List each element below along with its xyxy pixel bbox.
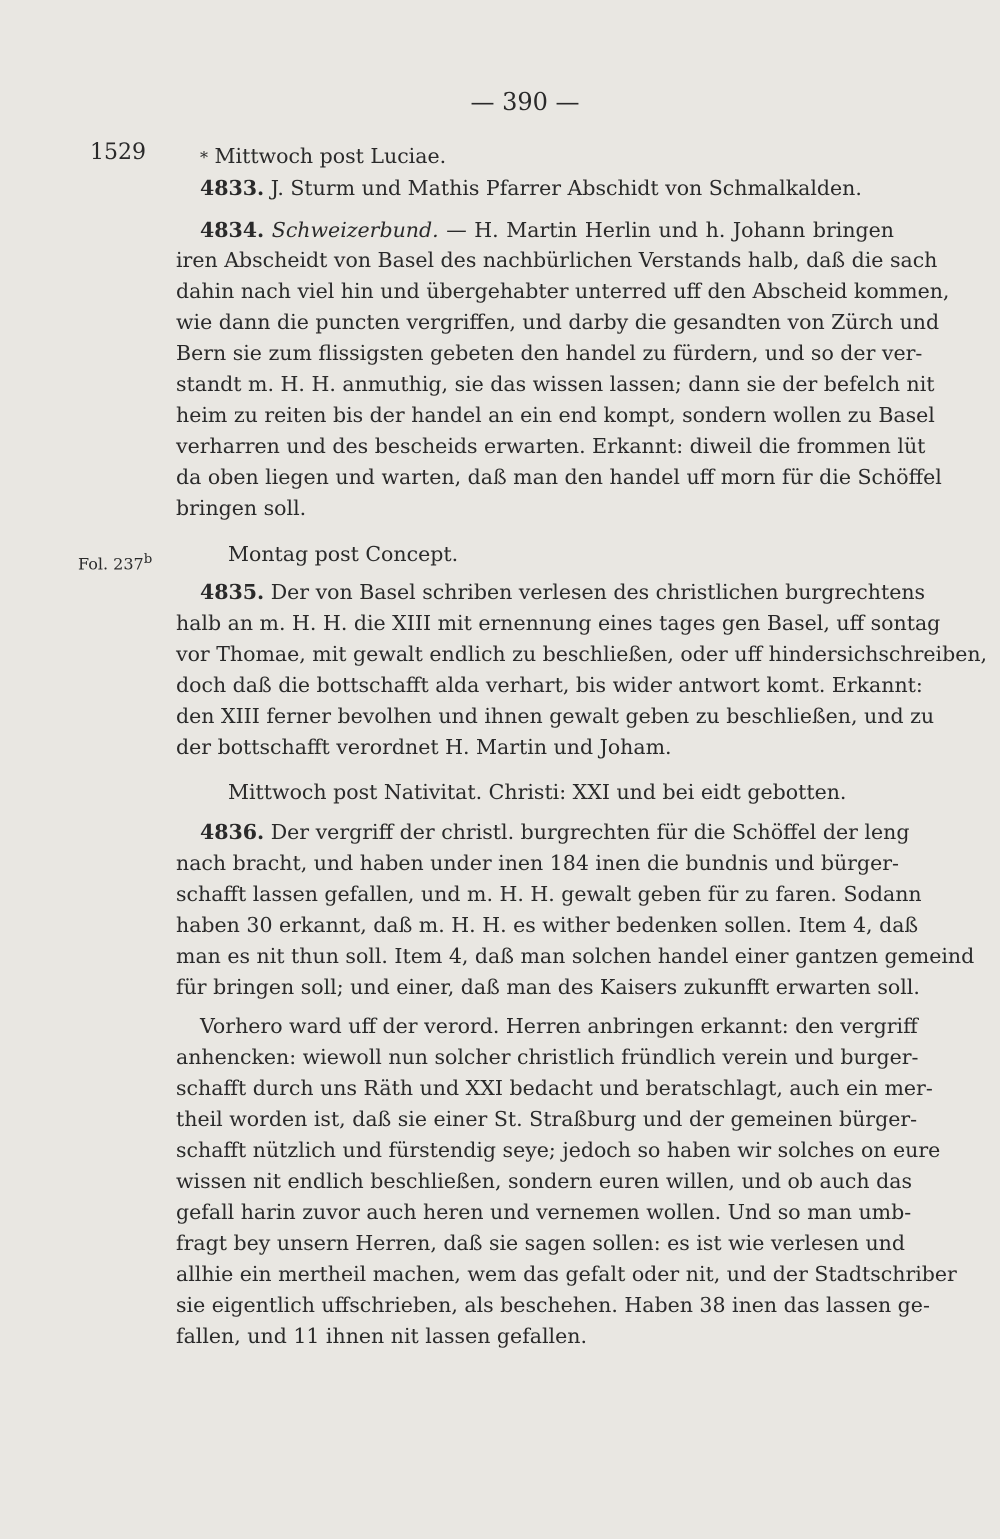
entry-text: — H. Martin Herlin und h. Johann bringen: [438, 218, 894, 242]
entry-number: 4836.: [200, 820, 265, 844]
text-line: Vorhero ward uff der verord. Herren anbringen erkannt: den vergriff: [200, 1014, 918, 1038]
folio-superscript: b: [143, 552, 153, 567]
heading-mittwoch-luciae: [200, 142, 918, 172]
text-line: wissen nit endlich beschließen, sondern euren willen, und ob auch das: [176, 1169, 912, 1193]
text-line: iren Abscheidt von Basel des nachbürlichen Verstands halb, daß die sach: [176, 248, 938, 272]
text-line: heim zu reiten bis der handel an ein end kompt, sondern wollen zu Basel: [176, 403, 935, 427]
text-line: gefall harin zuvor auch heren und vernemen wollen. Und so man umb-: [176, 1200, 912, 1224]
text-line: dahin nach viel hin und übergehabter unterred uff den Abscheid kommen,: [176, 279, 950, 303]
text-line: doch daß die bottschafft alda verhart, bis wider antwort komt. Erkannt:: [176, 673, 923, 697]
margin-year: 1529: [90, 140, 146, 165]
text-line: Bern sie zum flissigsten gebeten den handel zu fürdern, und so der ver-: [176, 341, 923, 365]
page-number: — 390 —: [470, 88, 580, 116]
text-line: den XIII ferner bevolhen und ihnen gewalt geben zu beschließen, und zu: [176, 704, 935, 728]
heading-montag-concept: Montag post Concept.: [228, 542, 459, 566]
entry-4836-first-line: [200, 818, 910, 846]
text-line: sie eigentlich uffschrieben, als beschehen. Haben 38 inen das lassen ge-: [176, 1293, 930, 1317]
text-line: bringen soll.: [176, 496, 307, 520]
text-line: schafft nützlich und fürstendig seye; jedoch so haben wir solches on eure: [176, 1138, 941, 1162]
entry-4834-first-line: [200, 216, 894, 244]
heading-mittwoch-nativitat: Mittwoch post Nativitat. Christi: XXI und bei eidt gebotten.: [228, 780, 847, 804]
entry-number: 4833.: [200, 176, 265, 200]
text-line: anhencken: wiewoll nun solcher christlich fründlich verein und burger-: [176, 1045, 919, 1069]
text-line: halb an m. H. H. die XIII mit ernennung eines tages gen Basel, uff sontag: [176, 611, 941, 635]
entry-text: J. Sturm und Mathis Pfarrer Abschidt von Schmalkalden.: [264, 176, 862, 200]
text-line: fallen, und 11 ihnen nit lassen gefallen.: [176, 1324, 587, 1348]
asterisk-mark: *: [200, 148, 208, 167]
folio-prefix: Fol. 237: [78, 554, 144, 574]
text-line: fragt bey unsern Herren, daß sie sagen sollen: es ist wie verlesen und: [176, 1231, 905, 1255]
entry-4833: [200, 174, 918, 202]
text-line: schafft durch uns Räth und XXI bedacht und beratschlagt, auch ein mer-: [176, 1076, 933, 1100]
entry-4835-first-line: [200, 578, 926, 606]
heading-text: Mittwoch post Luciae.: [214, 144, 447, 168]
text-line: standt m. H. H. anmuthig, sie das wissen lassen; dann sie der befelch nit: [176, 372, 935, 396]
text-line: theil worden ist, daß sie einer St. Straßburg und der gemeinen bürger-: [176, 1107, 918, 1131]
entry-text: Der von Basel schriben verlesen des christlichen burgrechtens: [264, 580, 926, 604]
text-line: verharren und des bescheids erwarten. Erkannt: diweil die frommen lüt: [176, 434, 926, 458]
text-line: da oben liegen und warten, daß man den handel uff morn für die Schöffel: [176, 465, 942, 489]
text-line: haben 30 erkannt, daß m. H. H. es wither bedenken sollen. Item 4, daß: [176, 913, 919, 937]
text-line: man es nit thun soll. Item 4, daß man solchen handel einer gantzen gemeind: [176, 944, 975, 968]
entry-text: Der vergriff der christl. burgrechten für die Schöffel der leng: [264, 820, 910, 844]
text-line: für bringen soll; und einer, daß man des Kaisers zukunfft erwarten soll.: [176, 975, 920, 999]
text-line: vor Thomae, mit gewalt endlich zu beschließen, oder uff hindersichschreiben,: [176, 642, 988, 666]
text-line: allhie ein mertheil machen, wem das gefalt oder nit, und der Stadtschriber: [176, 1262, 957, 1286]
margin-folio: [78, 552, 152, 573]
entry-label: Schweizerbund.: [271, 218, 439, 242]
text-line: wie dann die puncten vergriffen, und darby die gesandten von Zürch und: [176, 310, 940, 334]
text-line: der bottschafft verordnet H. Martin und Joham.: [176, 735, 672, 759]
entry-number: 4834.: [200, 218, 265, 242]
entry-number: 4835.: [200, 580, 265, 604]
text-line: schafft lassen gefallen, und m. H. H. gewalt geben für zu faren. Sodann: [176, 882, 922, 906]
text-line: nach bracht, und haben under inen 184 inen die bundnis und bürger-: [176, 851, 899, 875]
